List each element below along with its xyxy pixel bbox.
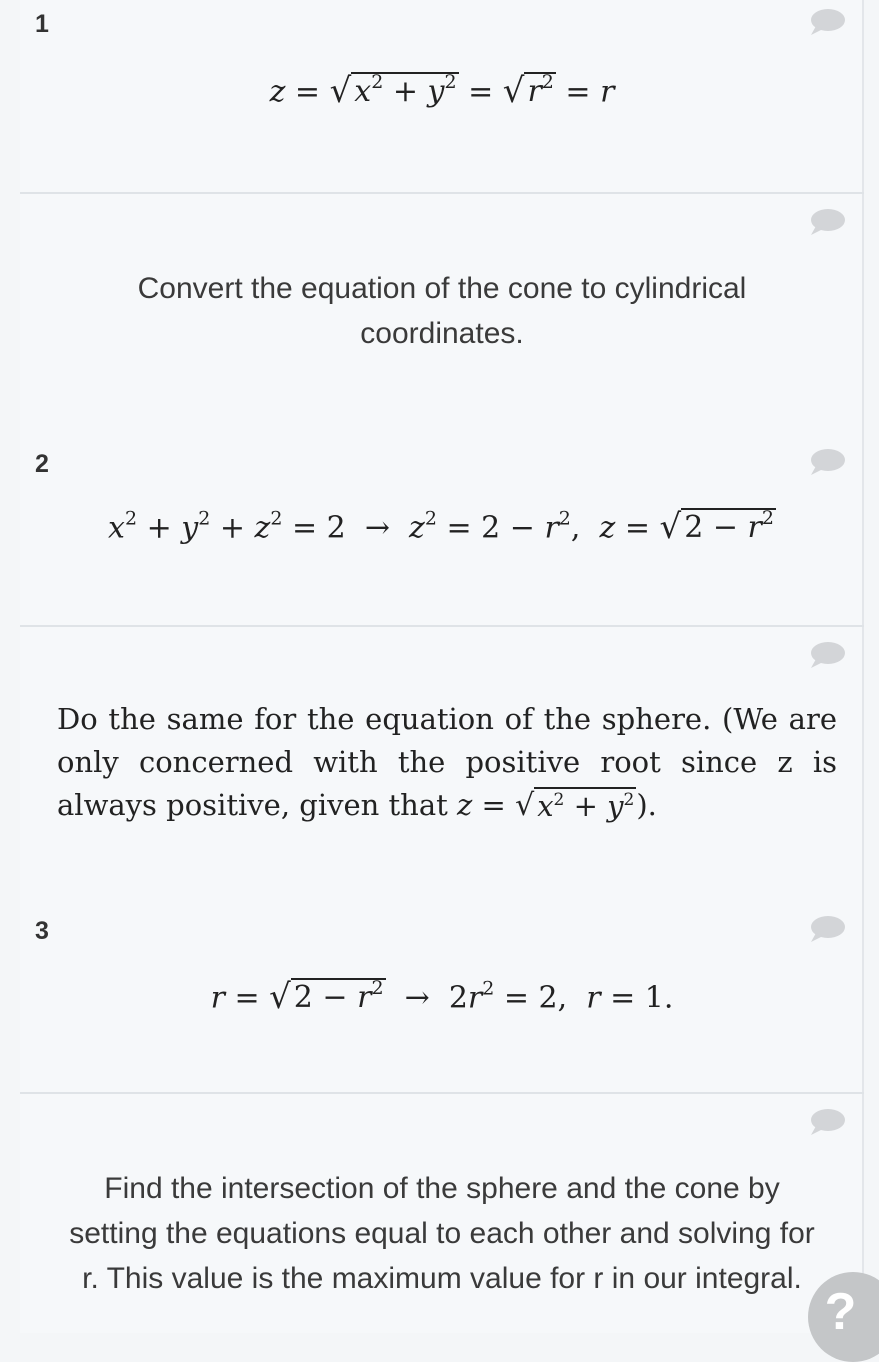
comment-icon[interactable]	[808, 208, 846, 236]
explanation-text: Do the same for the equation of the sphere. (We are only concerned with the positive root since z is always positive, given that z = √ $x^2 + y^2$ ).	[57, 702, 837, 823]
sphere-equation: $x^2 + y^2 + z^2 = 2 \to z^2 = 2 - r^2$, z = √ $2 - r^2$	[108, 506, 774, 547]
help-question-icon[interactable]: ?	[808, 1272, 879, 1362]
intersection-equation: r = √ $2 - r^2$ → $2r^2 = 2$, r = 1.	[210, 976, 674, 1017]
comment-icon[interactable]	[808, 915, 846, 943]
comment-icon[interactable]	[808, 8, 846, 36]
explanation-text: Convert the equation of the cone to cylindrical coordinates.	[137, 272, 747, 350]
comment-icon[interactable]	[808, 641, 846, 669]
comment-icon[interactable]	[808, 448, 846, 476]
step-number: 2	[35, 450, 49, 478]
step-number: 3	[35, 917, 49, 945]
cone-equation: z = √ $x^2 + y^2$ = √ $r^2$ = r	[269, 70, 615, 111]
comment-icon[interactable]	[808, 1108, 846, 1136]
step-number: 1	[35, 10, 49, 38]
explanation-text: Find the intersection of the sphere and the cone by setting the equations equal to each other and solving for r. This value is the maximum value for r in our integral.	[69, 1172, 815, 1295]
